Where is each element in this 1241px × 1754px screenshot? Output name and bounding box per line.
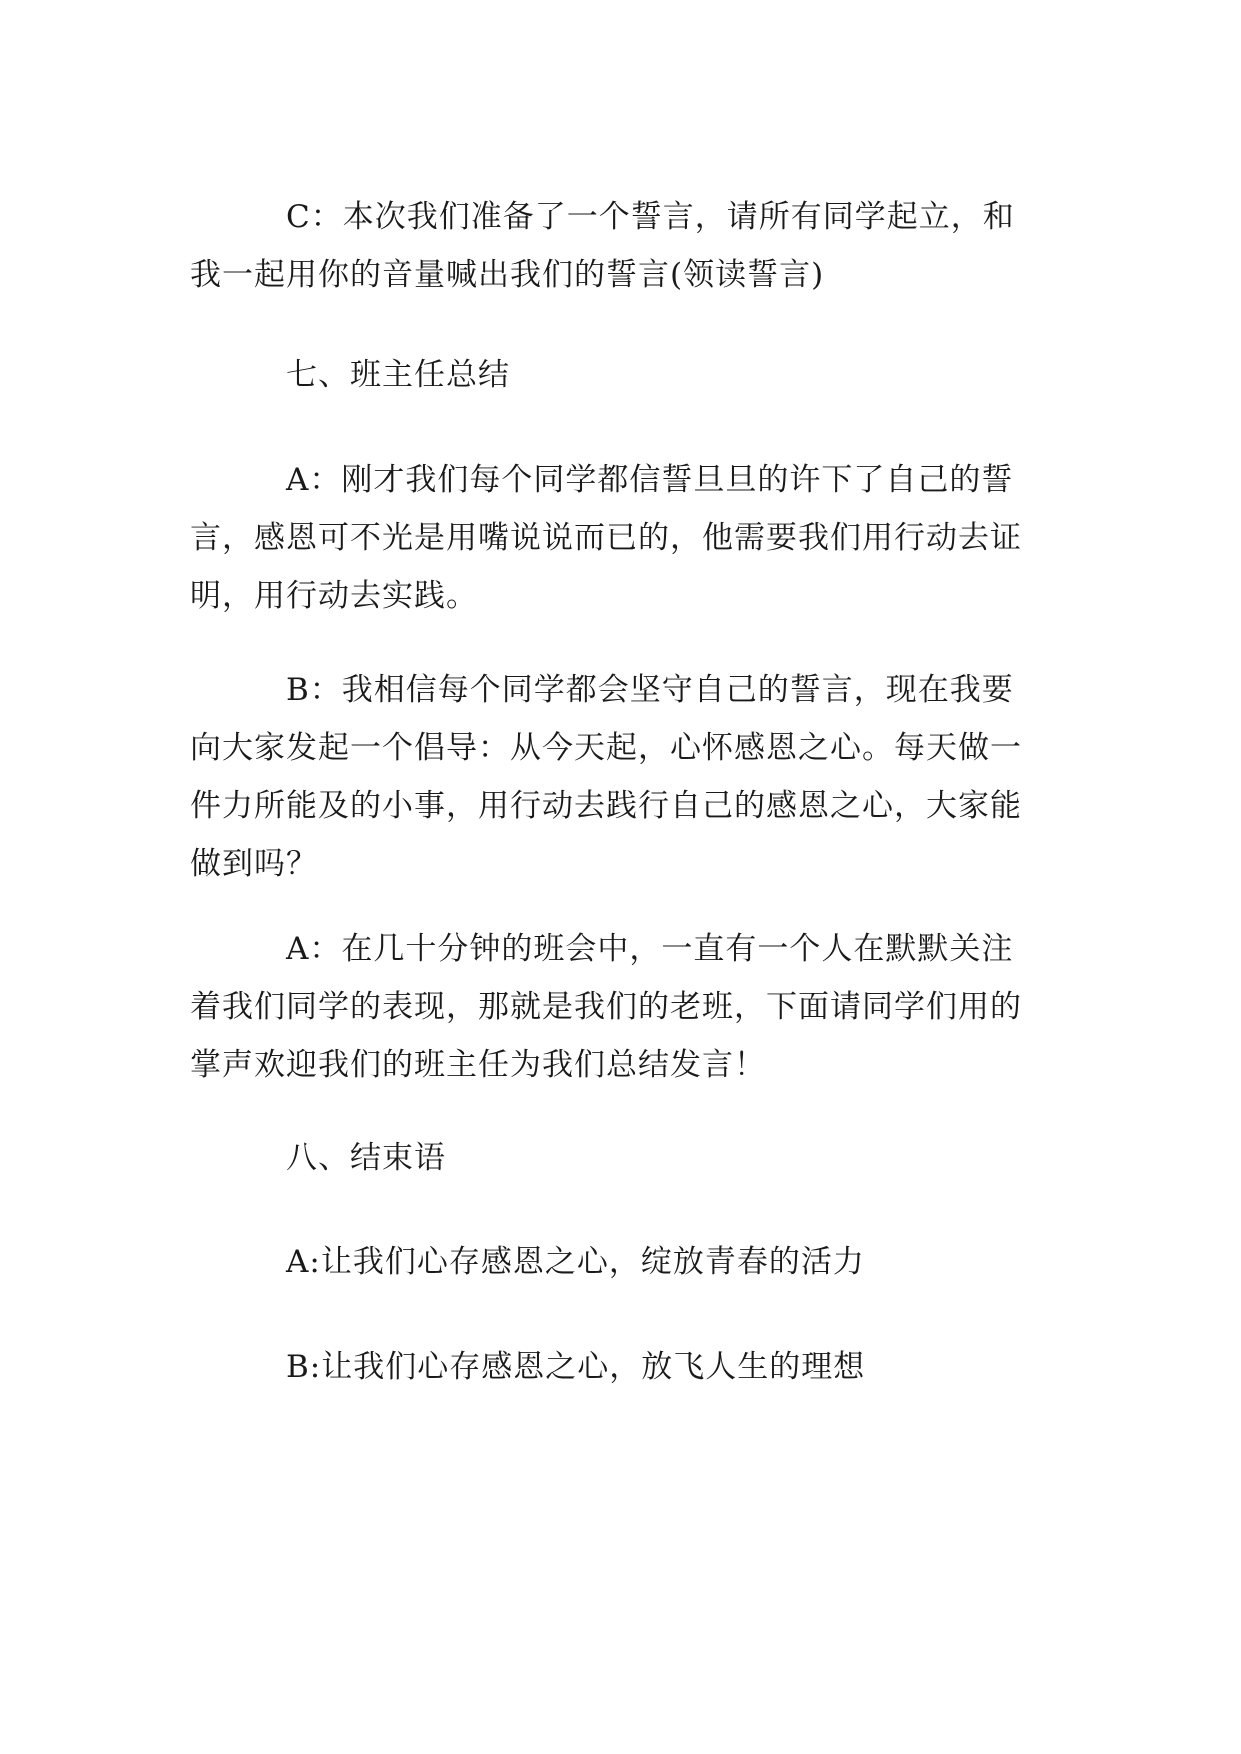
paragraph-line: A：刚才我们每个同学都信誓旦旦的许下了自己的誓 [286,462,1014,498]
paragraph-a-oath-action [190,451,1060,625]
section-heading-teacher-summary: 七、班主任总结 [286,357,510,393]
paragraph-line: 着我们同学的表现，那就是我们的老班，下面请同学们用的 [190,989,1022,1025]
paragraph-a-teacher-intro [190,920,1060,1094]
paragraph-line: 明，用行动去实践。 [190,578,478,614]
paragraph-line: 言，感恩可不光是用嘴说说而已的，他需要我们用行动去证 [190,520,1022,556]
paragraph-oath [190,188,1060,304]
paragraph-line: 掌声欢迎我们的班主任为我们总结发言！ [190,1047,766,1083]
paragraph-line: A：在几十分钟的班会中，一直有一个人在默默关注 [286,931,1014,967]
closing-line-a: A:让我们心存感恩之心，绽放青春的活力 [286,1244,865,1280]
paragraph-line: 做到吗？ [190,846,318,882]
paragraph-line: 我一起用你的音量喊出我们的誓言(领读誓言) [190,257,825,293]
paragraph-line: C：本次我们准备了一个誓言，请所有同学起立，和 [286,199,1015,235]
paragraph-line: B：我相信每个同学都会坚守自己的誓言，现在我要 [286,672,1014,708]
paragraph-line: 件力所能及的小事，用行动去践行自己的感恩之心，大家能 [190,788,1022,824]
section-heading-closing: 八、结束语 [286,1140,446,1176]
paragraph-line: 向大家发起一个倡导：从今天起，心怀感恩之心。每天做一 [190,730,1022,766]
paragraph-b-initiative [190,661,1060,893]
closing-line-b: B:让我们心存感恩之心，放飞人生的理想 [286,1349,866,1385]
